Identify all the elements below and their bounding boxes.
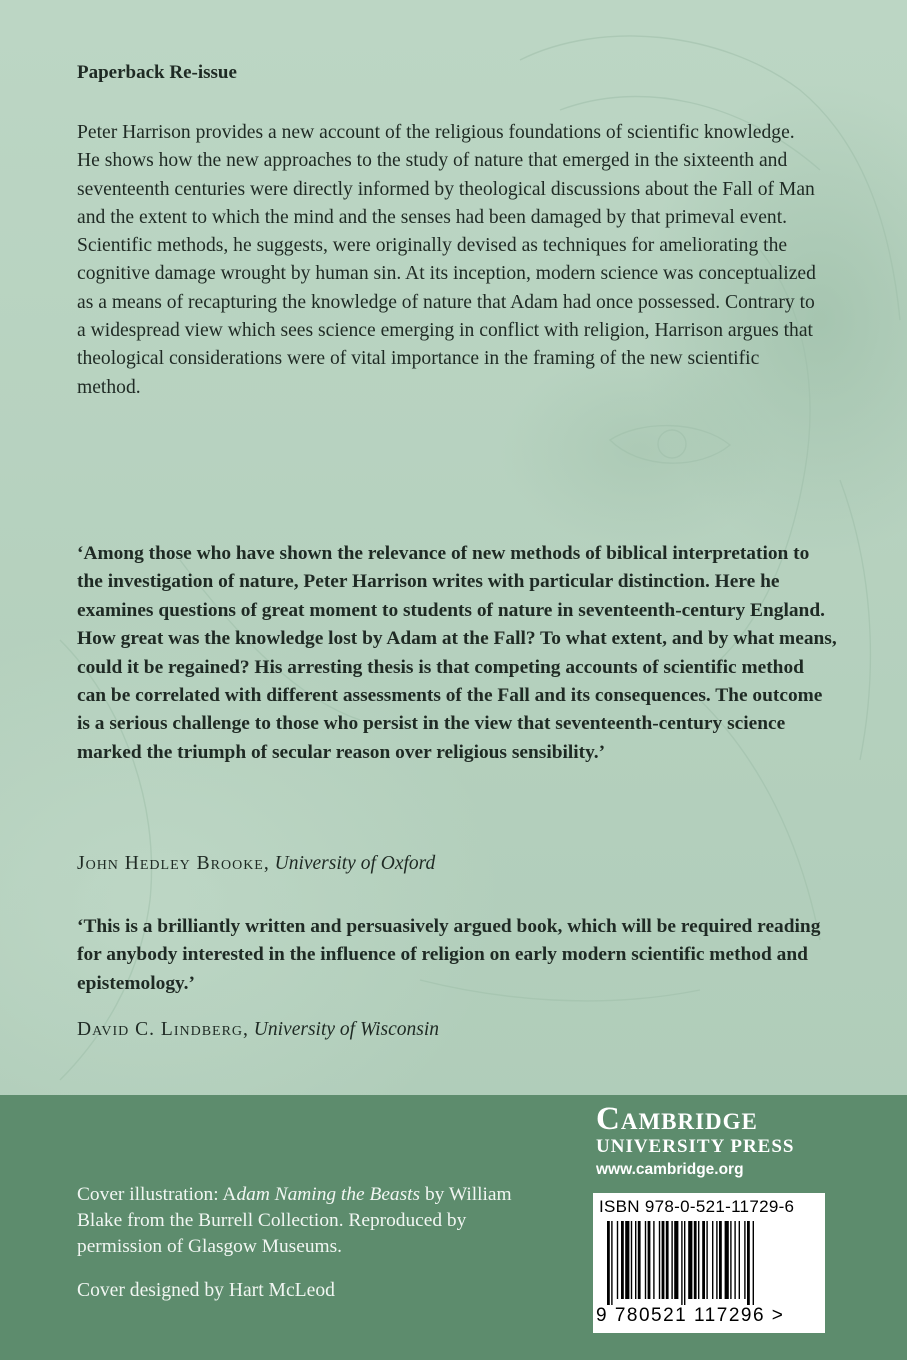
isbn-barcode bbox=[593, 1193, 825, 1333]
cover-designer-credit: Cover designed by Hart McLeod bbox=[77, 1280, 335, 1301]
barcode-bar bbox=[734, 1221, 735, 1299]
barcode-bar bbox=[706, 1221, 707, 1299]
barcode-bar bbox=[674, 1221, 678, 1299]
barcode-bar bbox=[753, 1221, 754, 1305]
reviewer-name-2: David C. Lindberg, bbox=[77, 1019, 249, 1040]
barcode-bar bbox=[666, 1221, 669, 1299]
barcode-bar bbox=[698, 1221, 699, 1299]
barcode-bar bbox=[712, 1221, 713, 1299]
review-quote-1: ‘Among those who have shown the relevance of new methods of biblical interpretation to the investigation of nature, Peter Harrison writes with particular distinction. Here he examines questions of great moment to students of nature in seventeenth-century England. How great was the knowledge lost by Adam at the Fall? To what extent, and by what means, could it be regained? His arresting thesis is that competing accounts of scientific method can be correlated with different assessments of the Fall and its consequences. The outcome is a serious challenge to those who persist in the view that seventeenth-century science marked the triumph of secular reason over religious sensibility.’ bbox=[77, 543, 837, 763]
edition-label: Paperback Re-issue bbox=[77, 62, 237, 83]
publisher-name: Cambridge bbox=[596, 1101, 758, 1137]
barcode-bar bbox=[662, 1221, 665, 1299]
barcode-bar bbox=[631, 1221, 632, 1299]
credit-prefix: Cover illustration: A bbox=[77, 1184, 237, 1205]
barcode-bar bbox=[607, 1221, 610, 1305]
barcode-bar bbox=[702, 1221, 705, 1299]
credit-suffix: by William Blake from the Burrell Collection. Reproduced by permission of Glasgow Museums. bbox=[77, 1184, 512, 1257]
barcode-bar bbox=[635, 1221, 636, 1299]
barcode-bar bbox=[725, 1221, 729, 1299]
barcode-bar bbox=[653, 1221, 654, 1299]
barcode-bar bbox=[744, 1221, 745, 1299]
publisher-url: www.cambridge.org bbox=[596, 1161, 744, 1178]
barcode-bar bbox=[638, 1221, 641, 1299]
reviewer-institution-1: University of Oxford bbox=[274, 853, 436, 874]
barcode-bar bbox=[730, 1221, 731, 1299]
review-attribution-2 bbox=[77, 1019, 439, 1041]
barcode-bar bbox=[621, 1221, 624, 1299]
barcode-bar bbox=[719, 1221, 722, 1299]
review-quote-2: ‘This is a brilliantly written and persuasively argued book, which will be required reading for anybody interested in the influence of religion on early modern scientific method and epistemology.’ bbox=[77, 916, 821, 994]
isbn-label: ISBN 978-0-521-11729-6 bbox=[599, 1197, 795, 1216]
reviewer-institution-2: University of Wisconsin bbox=[253, 1019, 440, 1040]
review-attribution-1 bbox=[77, 853, 435, 875]
book-description: Peter Harrison provides a new account of the religious foundations of scientific knowledge. He shows how the new approaches to the study of nature that emerged in the sixteenth and seventeenth centuries were directly informed by theological discussions about the Fall of Man and the extent to which the mind and the senses had been damaged by that primeval event. Scientific methods, he suggests, were originally devised as techniques for ameliorating the cognitive damage wrought by human sin. At its inception, modern science was conceptualized as a means of recapturing the knowledge of nature that Adam had once possessed. Contrary to a widespread view which sees science emerging in conflict with religion, Harrison argues that theological considerations were of vital importance in the framing of the new scientific method. bbox=[77, 122, 816, 398]
barcode-bar bbox=[625, 1221, 629, 1299]
barcode-digits: 9 780521 117296 > bbox=[596, 1305, 785, 1326]
barcode-bar bbox=[611, 1221, 612, 1305]
barcode-bar bbox=[671, 1221, 672, 1299]
publisher-subtitle: UNIVERSITY PRESS bbox=[596, 1136, 795, 1157]
barcode-bar bbox=[739, 1221, 740, 1299]
barcode-bar bbox=[681, 1221, 682, 1305]
barcode-bar bbox=[684, 1221, 685, 1305]
barcode-bars bbox=[593, 1221, 825, 1305]
barcode-bar bbox=[617, 1221, 618, 1299]
reviewer-name-1: John Hedley Brooke, bbox=[77, 853, 270, 874]
cover-illustration-credit bbox=[77, 1182, 547, 1260]
barcode-bar bbox=[688, 1221, 692, 1299]
credit-artwork-title: dam Naming the Beasts bbox=[236, 1184, 421, 1205]
barcode-bar bbox=[659, 1221, 660, 1299]
publisher-logo bbox=[596, 1102, 826, 1182]
barcode-bar bbox=[716, 1221, 717, 1299]
barcode-bar bbox=[694, 1221, 697, 1299]
barcode-bar bbox=[648, 1221, 651, 1299]
barcode-bar bbox=[747, 1221, 750, 1305]
barcode-bar bbox=[645, 1221, 646, 1299]
